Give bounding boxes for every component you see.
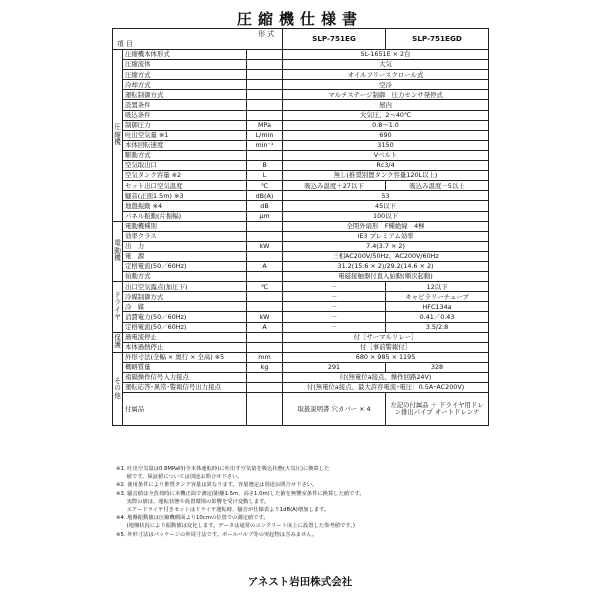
- spec-item: 始動方式: [123, 272, 247, 282]
- spec-row: [113, 90, 489, 100]
- spec-row: [113, 100, 489, 110]
- footnote-line: エアードライヤ付きセットはドライヤ運転時、騒音が仕様表より1dB(A)増加します。: [116, 507, 330, 514]
- spec-value: 電磁接触器付直入始動(順次起動): [283, 272, 489, 282]
- spec-value-v1: 吸込み温度＋27以下: [283, 181, 386, 191]
- spec-unit: [247, 50, 283, 60]
- footnote-line: ※3. 騒音値は全負荷時に本機正面で測定(距離1.5m、高さ1.0m)した値を無響室条件に換算した値です。: [116, 490, 365, 497]
- spec-value: 7.4(3.7 × 2): [283, 241, 489, 251]
- spec-item: 電 源: [123, 251, 247, 261]
- category-dryer: ドライヤ: [113, 282, 123, 332]
- spec-unit: dB: [247, 201, 283, 211]
- spec-item: セット出口空気温度: [123, 181, 247, 191]
- spec-item: 定格電流(50／60Hz): [123, 261, 247, 271]
- spec-value: 45以下: [283, 201, 489, 211]
- document-title: 圧縮機仕様書: [236, 10, 363, 28]
- spec-value: Rc3/4: [283, 161, 489, 171]
- spec-row: [113, 383, 489, 393]
- spec-row: [113, 272, 489, 282]
- spec-value: 付［事前警報付］: [283, 342, 489, 352]
- spec-unit: [247, 221, 283, 231]
- category-other: その他: [113, 352, 123, 425]
- spec-value-v1: －: [283, 292, 386, 302]
- spec-item: 遠隔操作信号入力接点: [123, 373, 247, 383]
- spec-value-v2: HFC134a: [386, 302, 489, 312]
- spec-row: [113, 292, 489, 302]
- spec-item: 空気タンク容量 ※2: [123, 171, 247, 181]
- spec-unit: [247, 251, 283, 261]
- spec-value: 100以下: [283, 211, 489, 221]
- spec-unit: min⁻¹: [247, 140, 283, 150]
- spec-value: 680 × 985 × 1195: [283, 352, 489, 362]
- footnote-line: 実際の値は、運転状態や設置環境の影響を受け変動します。: [116, 498, 270, 505]
- spec-item: 圧縮流体: [123, 60, 247, 70]
- spec-unit: [247, 373, 283, 383]
- spec-unit: [247, 292, 283, 302]
- spec-unit: kg: [247, 362, 283, 372]
- spec-row: [113, 110, 489, 120]
- spec-unit: [247, 70, 283, 80]
- spec-unit: kW: [247, 312, 283, 322]
- spec-value: SL-1651E × 2台: [283, 50, 489, 60]
- spec-unit: kW: [247, 241, 283, 251]
- spec-item: 圧縮方式: [123, 70, 247, 80]
- spec-item: 設置条件: [123, 100, 247, 110]
- spec-row: [113, 241, 489, 251]
- spec-item: 制御圧力: [123, 120, 247, 130]
- spec-unit: mm: [247, 352, 283, 362]
- accessories-row: [113, 393, 489, 426]
- spec-value: 三相AC200V/50Hz、AC200V/60Hz: [283, 251, 489, 261]
- spec-row: [113, 130, 489, 140]
- spec-row: [113, 332, 489, 342]
- spec-unit: B: [247, 161, 283, 171]
- spec-row: [113, 352, 489, 362]
- spec-unit: L/min: [247, 130, 283, 140]
- spec-row: [113, 140, 489, 150]
- spec-row: [113, 191, 489, 201]
- spec-value: 無し(推奨別置タンク容量120L以上): [283, 171, 489, 181]
- spec-row: [113, 171, 489, 181]
- spec-value: 付［サーマルリレー］: [283, 332, 489, 342]
- spec-item: 空気取出口: [123, 161, 247, 171]
- spec-value: 大気圧、2～40℃: [283, 110, 489, 120]
- model-name-1: SLP-751EG: [283, 29, 386, 50]
- spec-row: [113, 211, 489, 221]
- spec-unit: [247, 302, 283, 312]
- spec-item: 地盤振動 ※4: [123, 201, 247, 211]
- spec-item: 効率クラス: [123, 231, 247, 241]
- spec-item: 運転制御方式: [123, 90, 247, 100]
- spec-item: 本体回転速度: [123, 140, 247, 150]
- spec-value: オイルフリースクロール式: [283, 70, 489, 80]
- spec-row: [113, 161, 489, 171]
- spec-table: [112, 28, 489, 426]
- spec-unit: μm: [247, 211, 283, 221]
- spec-row: [113, 181, 489, 191]
- spec-value-v1: 291: [283, 362, 386, 372]
- spec-unit: dB(A): [247, 191, 283, 201]
- spec-row: [113, 282, 489, 292]
- footnote-line: (地盤状況により振動値は変化します。データは通常のコンクリート床上に設置した参考値です。): [116, 523, 355, 530]
- spec-row: [113, 70, 489, 80]
- spec-unit: [247, 342, 283, 352]
- spec-item: 運転応答･異常･警報信号出力接点: [123, 383, 247, 393]
- spec-value: 付(無電位a接点、操作回路24V): [283, 373, 489, 383]
- spec-unit: [247, 60, 283, 70]
- spec-value-v1: －: [283, 322, 386, 332]
- spec-item: 冷 媒: [123, 302, 247, 312]
- spec-value: Vベルト: [283, 150, 489, 160]
- category-motor: 電動機: [113, 221, 123, 282]
- spec-unit: [247, 150, 283, 160]
- spec-value: 53: [283, 191, 489, 201]
- spec-unit: L: [247, 171, 283, 181]
- spec-value: 大気: [283, 60, 489, 70]
- spec-value: マルチステージ制御 圧力センサ発停式: [283, 90, 489, 100]
- category-protect: 保護: [113, 332, 123, 352]
- spec-unit: [247, 80, 283, 90]
- spec-item: 消費電力(50／60Hz): [123, 312, 247, 322]
- spec-item: 外形寸法(全幅 × 奥行 × 全高) ※5: [123, 352, 247, 362]
- spec-value: 全閉外扇形 F種絶縁 4極: [283, 221, 489, 231]
- spec-row: [113, 261, 489, 271]
- spec-unit: A: [247, 322, 283, 332]
- spec-row: [113, 373, 489, 383]
- spec-value: 31.2(15.6 × 2)/29.2(14.6 × 2): [283, 261, 489, 271]
- spec-row: [113, 322, 489, 332]
- spec-value-v2: 3.5/2.8: [386, 322, 489, 332]
- spec-row: [113, 302, 489, 312]
- spec-item: 圧縮機本体形式: [123, 50, 247, 60]
- spec-unit: [247, 100, 283, 110]
- header-koumoku: 項 目: [117, 39, 133, 48]
- spec-item: 冷却方式: [123, 80, 247, 90]
- spec-value-v1: －: [283, 302, 386, 312]
- spec-item: 騒音(正面1.5m) ※3: [123, 191, 247, 201]
- footnotes: [116, 465, 496, 539]
- spec-unit: A: [247, 261, 283, 271]
- category-compressor: 圧縮機: [113, 50, 123, 222]
- spec-unit: [247, 383, 283, 393]
- spec-unit: [247, 90, 283, 100]
- accessories-label: 付属品: [123, 393, 247, 426]
- footnote-line: ※1. 吐出空気量は0.8MPa時(全本体運転時)に吐出す空気量を吸込状態(大気圧)に換算した: [116, 466, 330, 472]
- accessories-v1: 取扱説明書 穴カバー × 4: [283, 393, 386, 426]
- spec-value-v2: 吸込み温度－5以上: [386, 181, 489, 191]
- spec-value: 空冷: [283, 80, 489, 90]
- spec-value-v2: キャピラリーチューブ: [386, 292, 489, 302]
- spec-item: 出口空気露点(加圧下): [123, 282, 247, 292]
- spec-row: [113, 312, 489, 322]
- spec-item: 概略質量: [123, 362, 247, 372]
- spec-value: 3150: [283, 140, 489, 150]
- spec-value: 0.8～1.0: [283, 120, 489, 130]
- spec-row: [113, 120, 489, 130]
- spec-row: [113, 231, 489, 241]
- spec-unit: [247, 272, 283, 282]
- spec-row: [113, 50, 489, 60]
- spec-row: [113, 80, 489, 90]
- spec-value-v2: 328: [386, 362, 489, 372]
- header-katashiki: 形 式: [258, 29, 275, 38]
- spec-item: 定格電流(50／60Hz): [123, 322, 247, 332]
- spec-value-v2: 12以下: [386, 282, 489, 292]
- spec-row: [113, 201, 489, 211]
- spec-item: 冷媒制御方式: [123, 292, 247, 302]
- spec-row: [113, 60, 489, 70]
- spec-item: 出 力: [123, 241, 247, 251]
- company-name: アネスト岩田株式会社: [247, 576, 353, 588]
- spec-unit: [247, 231, 283, 241]
- spec-unit: [247, 110, 283, 120]
- accessories-v2: 左記の付属品 ＋ ドライヤ用ドレン排出パイプ オートドレンナ: [386, 393, 489, 426]
- spec-item: 本体過熱停止: [123, 342, 247, 352]
- spec-unit: ℃: [247, 181, 283, 191]
- spec-item: 駆動方式: [123, 150, 247, 160]
- spec-row: [113, 362, 489, 372]
- spec-unit: ℃: [247, 282, 283, 292]
- spec-value-v2: 0.41／0.43: [386, 312, 489, 322]
- spec-value: 付(無電位a接点、最大許容電流･電圧：0.5A･AC200V): [283, 383, 489, 393]
- footnote-line: 値です。保証値については別途お問合せ下さい。: [116, 474, 243, 481]
- footnote-line: ※4. 地盤振動値は圧縮機側面より10cmの位置での測定値です。: [116, 515, 269, 522]
- spec-value-v1: －: [283, 282, 386, 292]
- spec-item: 過電流停止: [123, 332, 247, 342]
- spec-row: [113, 342, 489, 352]
- spec-item: 電動機種別: [123, 221, 247, 231]
- spec-item: 吸込条件: [123, 110, 247, 120]
- spec-value-v1: －: [283, 312, 386, 322]
- spec-value: 690: [283, 130, 489, 140]
- model-name-2: SLP-751EGD: [386, 29, 489, 50]
- spec-item: 吐出空気量 ※1: [123, 130, 247, 140]
- spec-row: [113, 251, 489, 261]
- spec-value: IE3 プレミアム効率: [283, 231, 489, 241]
- spec-item: パネル振動(片振幅): [123, 211, 247, 221]
- footnote-line: ※5. 外形寸法はパッケージの外周寸法です。ボールバルブ等の突起物は含みません。: [116, 531, 318, 538]
- header-row: [113, 29, 489, 50]
- spec-unit: [247, 393, 283, 426]
- spec-value: 屋内: [283, 100, 489, 110]
- spec-row: [113, 150, 489, 160]
- spec-unit: MPa: [247, 120, 283, 130]
- spec-row: [113, 221, 489, 231]
- spec-unit: [247, 332, 283, 342]
- footnote-line: ※2. 使用条件により推奨タンク容量は異なります。容量選定は別途お問合せ下さい。: [116, 482, 318, 489]
